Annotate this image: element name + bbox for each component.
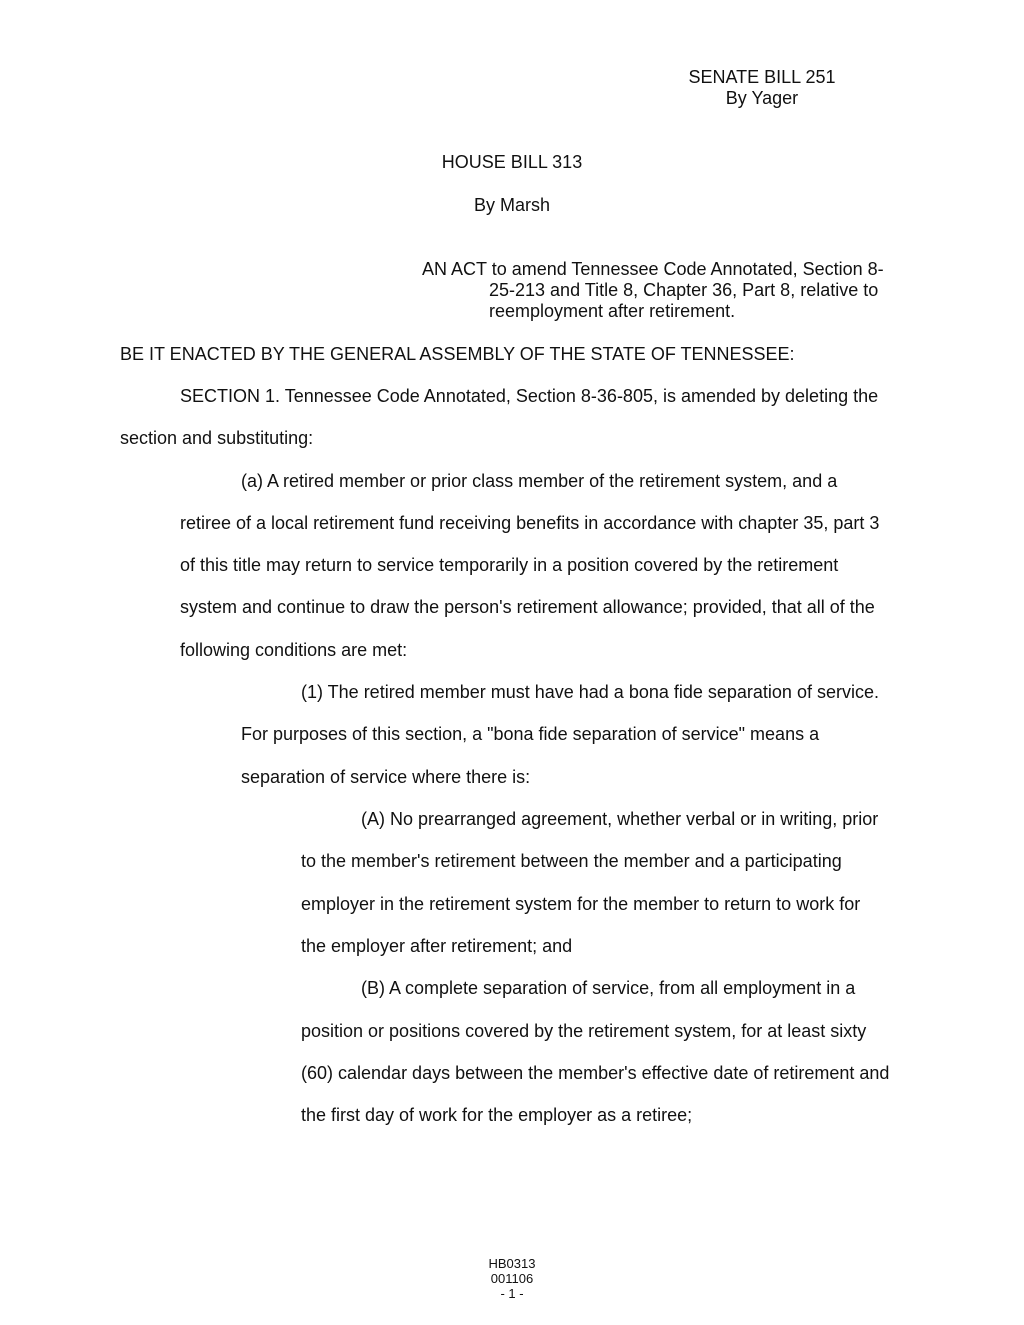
section-line: SECTION 1. Tennessee Code Annotated, Section 8-36-805, is amended by deleting the (180, 386, 879, 406)
house-bill-number: HOUSE BILL 313 (441, 152, 583, 172)
subparagraph-line: the first day of work for the employer as a retiree; (301, 1105, 693, 1125)
enacting-clause: BE IT ENACTED BY THE GENERAL ASSEMBLY OF THE STATE OF TENNESSEE: (120, 344, 795, 364)
subsection-line: following conditions are met: (180, 640, 408, 660)
subsection-line: retiree of a local retirement fund receiving benefits in accordance with chapter 35, part 3 (180, 513, 880, 533)
caption-line: 25-213 and Title 8, Chapter 36, Part 8, relative to (489, 280, 879, 300)
subparagraph-line: (B) A complete separation of service, from all employment in a (361, 978, 856, 998)
footer-page-number: - 1 - (500, 1286, 524, 1301)
house-bill-sponsor: By Marsh (473, 195, 551, 215)
section-line: section and substituting: (120, 428, 314, 448)
subsection-line: (a) A retired member or prior class member of the retirement system, and a (241, 471, 838, 491)
paragraph-line: separation of service where there is: (241, 767, 531, 787)
paragraph-line: (1) The retired member must have had a bona fide separation of service. (301, 682, 879, 702)
subparagraph-line: (A) No prearranged agreement, whether verbal or in writing, prior (361, 809, 879, 829)
subsection-line: of this title may return to service temporarily in a position covered by the retirement (180, 555, 839, 575)
senate-bill-header (662, 67, 862, 109)
footer-doc-number: 001106 (490, 1271, 534, 1286)
subparagraph-line: the employer after retirement; and (301, 936, 573, 956)
caption-line: reemployment after retirement. (489, 301, 736, 321)
subsection-line: system and continue to draw the person's retirement allowance; provided, that all of the (180, 597, 875, 617)
paragraph-line: For purposes of this section, a "bona fide separation of service" means a (241, 724, 820, 744)
subparagraph-line: position or positions covered by the retirement system, for at least sixty (301, 1021, 867, 1041)
subparagraph-line: employer in the retirement system for the member to return to work for (301, 894, 861, 914)
senate-bill-number: SENATE BILL 251 (688, 67, 836, 87)
senate-bill-sponsor: By Yager (725, 88, 799, 108)
subparagraph-line: to the member's retirement between the member and a participating (301, 851, 842, 871)
caption-line: AN ACT to amend Tennessee Code Annotated, Section 8- (422, 259, 884, 279)
footer-bill-code: HB0313 (488, 1256, 536, 1271)
page-footer (452, 1256, 572, 1301)
subparagraph-line: (60) calendar days between the member's effective date of retirement and (301, 1063, 890, 1083)
